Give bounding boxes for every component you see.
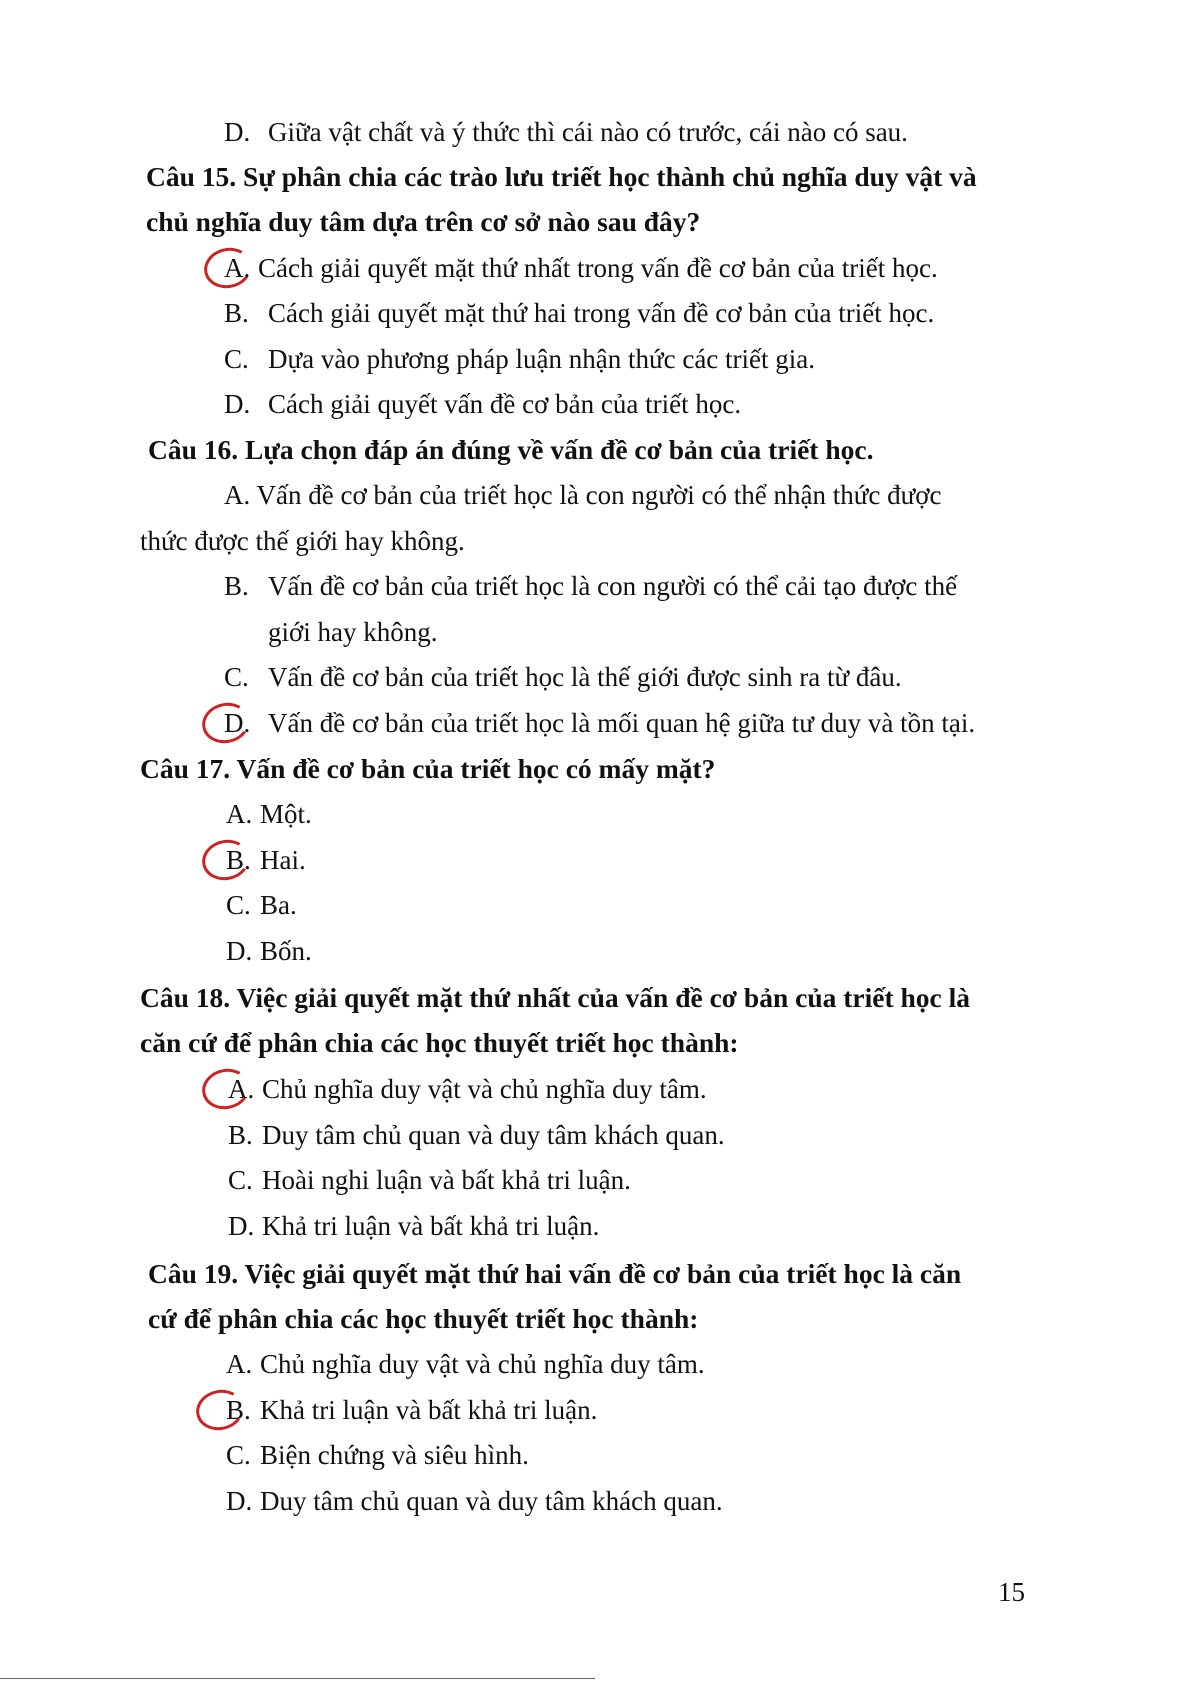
q18-title-line2: căn cứ để phân chia các học thuyết triết học thành:	[140, 1027, 739, 1058]
q19-title-line2: cứ để phân chia các học thuyết triết học thành:	[148, 1303, 699, 1334]
q15-option-d: D. Cách giải quyết vấn đề cơ bản của triết học.	[224, 389, 742, 419]
q19-option-c: C. Biện chứng và siêu hình.	[226, 1440, 529, 1470]
q17-option-d: D. Bốn.	[226, 936, 312, 966]
q17-option-b: B. Hai.	[226, 845, 306, 875]
q18-option-b: B. Duy tâm chủ quan và duy tâm khách quan.	[228, 1120, 725, 1150]
q18-title-line1: Câu 18. Việc giải quyết mặt thứ nhất của vấn đề cơ bản của triết học là	[140, 982, 970, 1013]
q15-title-line2: chủ nghĩa duy tâm dựa trên cơ sở nào sau đây?	[146, 206, 701, 237]
footer-rule	[0, 1678, 595, 1679]
q15-title-line1: Câu 15. Sự phân chia các trào lưu triết học thành chủ nghĩa duy vật và	[146, 161, 977, 192]
q16-option-a-line2: thức được thế giới hay không.	[140, 526, 465, 556]
q16-option-b-line1: B. Vấn đề cơ bản của triết học là con người có thể cải tạo được thế	[224, 571, 958, 601]
q18-option-d: D. Khả tri luận và bất khả tri luận.	[228, 1211, 600, 1241]
q17-option-a: A. Một.	[226, 799, 312, 829]
page-number: 15	[998, 1577, 1025, 1607]
q16-option-b-line2: giới hay không.	[268, 617, 438, 647]
q19-title-line1: Câu 19. Việc giải quyết mặt thứ hai vấn đề cơ bản của triết học là căn	[148, 1258, 962, 1289]
q19-option-a: A. Chủ nghĩa duy vật và chủ nghĩa duy tâm.	[226, 1349, 705, 1379]
q17-title: Câu 17. Vấn đề cơ bản của triết học có mấy mặt?	[140, 753, 716, 784]
q17-option-c: C. Ba.	[226, 890, 297, 920]
q16-option-a-line1: A. Vấn đề cơ bản của triết học là con người có thể nhận thức được	[224, 480, 942, 510]
q16-title: Câu 16. Lựa chọn đáp án đúng về vấn đề cơ bản của triết học.	[148, 434, 874, 465]
q15-option-b: B. Cách giải quyết mặt thứ hai trong vấn đề cơ bản của triết học.	[224, 298, 935, 328]
q16-option-c: C. Vấn đề cơ bản của triết học là thế giới được sinh ra từ đâu.	[224, 662, 902, 692]
q19-option-b: B. Khả tri luận và bất khả tri luận.	[226, 1395, 598, 1425]
q15-option-a: A. Cách giải quyết mặt thứ nhất trong vấn đề cơ bản của triết học.	[224, 253, 938, 283]
q18-option-a: A. Chủ nghĩa duy vật và chủ nghĩa duy tâm.	[228, 1074, 707, 1104]
q18-option-c: C. Hoài nghi luận và bất khả tri luận.	[228, 1165, 631, 1195]
q14-option-d: D. Giữa vật chất và ý thức thì cái nào có trước, cái nào có sau.	[224, 117, 908, 147]
q15-option-c: C. Dựa vào phương pháp luận nhận thức các triết gia.	[224, 344, 816, 374]
q19-option-d: D. Duy tâm chủ quan và duy tâm khách quan.	[226, 1486, 723, 1516]
q16-option-d: D. Vấn đề cơ bản của triết học là mối quan hệ giữa tư duy và tồn tại.	[224, 708, 976, 738]
